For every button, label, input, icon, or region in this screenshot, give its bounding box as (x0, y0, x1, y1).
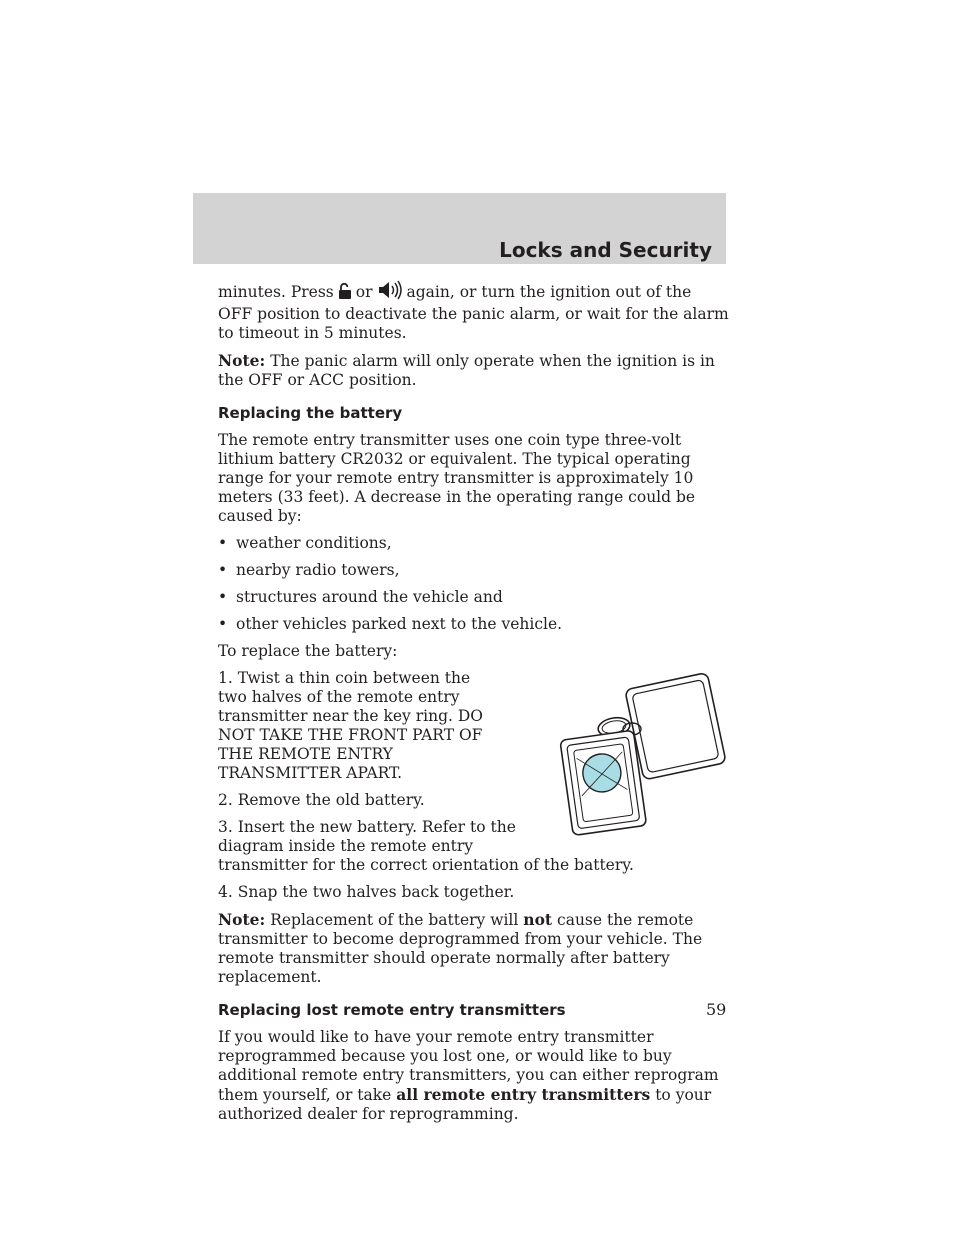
section-title: Locks and Security (499, 238, 712, 262)
step-2: 2. Remove the old battery. (218, 791, 425, 809)
page-number: 59 (706, 1000, 727, 1019)
step-3: 3. Insert the new battery. Refer to the diagram inside the remote entry transmitter for the correct orientation of the battery. (218, 818, 634, 874)
panic-note (218, 351, 730, 390)
emphasis-all-transmitters: all remote entry transmitters (396, 1085, 651, 1104)
list-item: • nearby radio towers, (218, 561, 400, 579)
section-header-band (193, 193, 726, 264)
list-item: • structures around the vehicle and (218, 588, 503, 606)
intro-paragraph (218, 280, 730, 343)
note-text: The panic alarm will only operate when the ignition is in the OFF or ACC position. (218, 352, 715, 389)
step-1: 1. Twist a thin coin between the two halves of the remote entry transmitter near the key ring. DO NOT TAKE THE FRONT PART OF THE REMOTE ENTRY TRANSMITTER APART. (218, 669, 483, 782)
page-content (218, 280, 730, 1132)
panic-horn-icon (377, 280, 403, 305)
emphasis-not: not (523, 910, 553, 929)
unlock-icon (338, 282, 352, 305)
remote-entry-transmitter-illustration (552, 669, 732, 839)
battery-paragraph: The remote entry transmitter uses one coin type three-volt lithium battery CR2032 or equivalent. The typical operating range for your remote entry transmitter is approximately 10 meters (33 feet). A decrease in the operating range could be caused by: (218, 431, 696, 525)
intro-or: or (355, 283, 373, 301)
list-item: • weather conditions, (218, 534, 392, 552)
intro-text-end: again, or turn the ignition out of the OFF position to deactivate the panic alarm, or wait for the alarm to timeout in 5 minutes. (218, 283, 729, 342)
note-label: Note: (218, 351, 266, 370)
steps-intro: To replace the battery: (218, 642, 398, 660)
battery-note: Note: Replacement of the battery will not cause the remote transmitter to become deprogrammed from your vehicle. The remote transmitter should operate normally after battery replacement. (218, 910, 703, 986)
intro-text-start: minutes. Press (218, 283, 334, 301)
note-label: Note: (218, 910, 266, 929)
lost-transmitters-heading: Replacing lost remote entry transmitters (218, 1001, 566, 1019)
battery-heading: Replacing the battery (218, 404, 403, 422)
step-4: 4. Snap the two halves back together. (218, 883, 515, 901)
lost-transmitters-paragraph: If you would like to have your remote entry transmitter reprogrammed because you lost one, or would like to buy additional remote entry transmitters, you can either reprogram them yourself, or take all remote entry transmitters to your authorized dealer for reprogramming. (218, 1028, 719, 1123)
list-item: • other vehicles parked next to the vehicle. (218, 615, 563, 633)
